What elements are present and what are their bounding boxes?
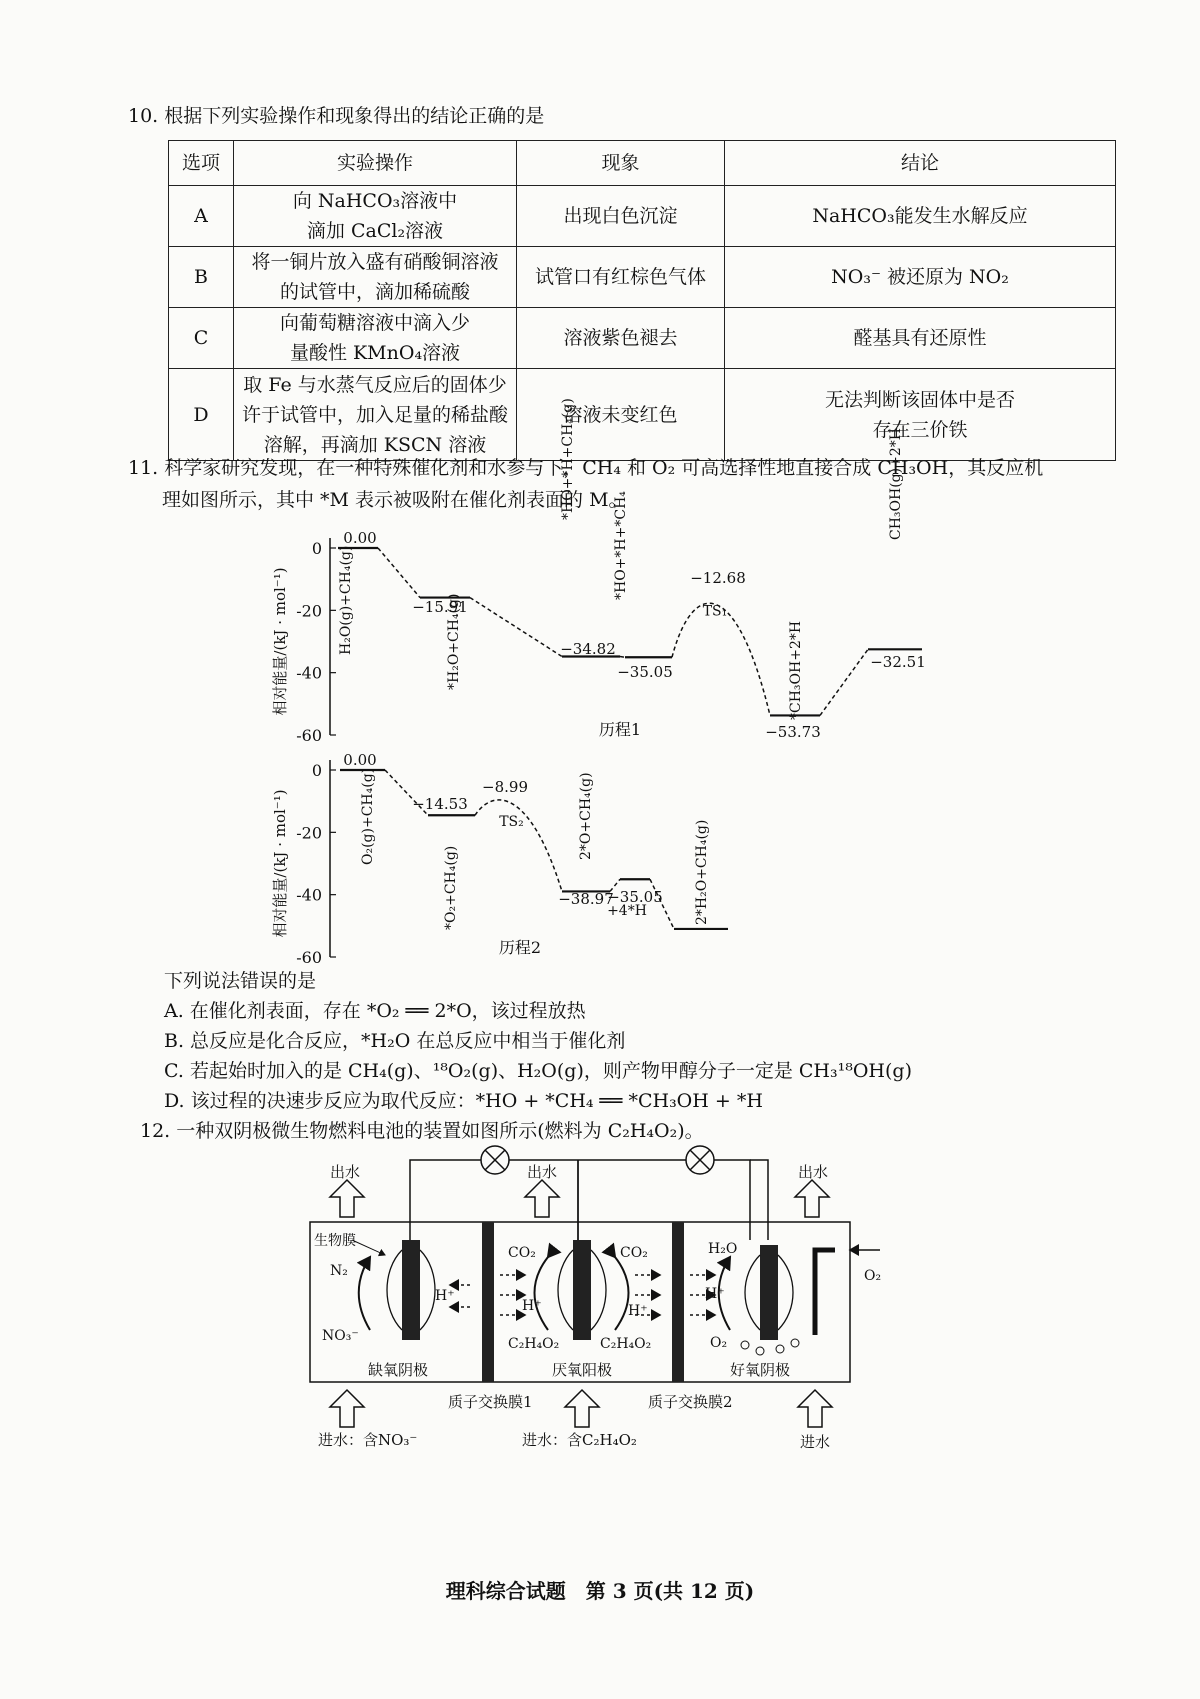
co2-label: CO₂ bbox=[508, 1245, 536, 1261]
cell-option: B bbox=[169, 247, 234, 308]
connector bbox=[820, 649, 868, 715]
connector bbox=[620, 657, 625, 658]
cell-phenomenon: 出现白色沉淀 bbox=[517, 186, 725, 247]
species-label: CH₃OH(g)+2*H bbox=[888, 428, 904, 540]
cell-operation-line: 向 NaHCO₃溶液中 bbox=[292, 190, 458, 212]
y-tick-label: 0 bbox=[311, 539, 322, 558]
y-axis-label: 相对能量/(kJ · mol⁻¹) bbox=[271, 789, 289, 938]
cell-operation-line: 将一铜片放入盛有硝酸铜溶液 bbox=[251, 251, 499, 273]
cell-option: C bbox=[169, 308, 234, 369]
y-tick-label: -20 bbox=[296, 601, 322, 621]
n2-label: N₂ bbox=[330, 1263, 348, 1279]
cell-operation-line: 滴加 CaCl₂溶液 bbox=[306, 220, 444, 242]
value-label: 0.00 bbox=[343, 751, 377, 769]
q11-option-c: C. 若起始时加入的是 CH₄(g)、¹⁸O₂(g)、H₂O(g)，则产物甲醇分子一定是 CH₃¹⁸OH(g) bbox=[164, 1060, 912, 1082]
value-label: −35.05 bbox=[617, 663, 673, 681]
cell-phenomenon: 溶液未变红色 bbox=[517, 369, 725, 461]
cell-conclusion-line: NO₃⁻ 被还原为 NO₂ bbox=[831, 266, 1009, 288]
value-label: −14.53 bbox=[412, 795, 468, 813]
cell-operation-line: 许于试管中，加入足量的稀盐酸 bbox=[241, 403, 508, 426]
header-conclusion: 结论 bbox=[725, 141, 1116, 186]
q11-stem-line1: 11. 科学家研究发现，在一种特殊催化剂和水参与下，CH₄ 和 O₂ 可高选择性地直接合成 CH₃OH，其反应机 bbox=[128, 457, 1044, 479]
species-label: +4*H bbox=[607, 903, 647, 920]
cell-option: A bbox=[169, 186, 234, 247]
co2-label: CO₂ bbox=[620, 1245, 648, 1261]
cell-operation-line: 取 Fe 与水蒸气反应后的固体少 bbox=[243, 373, 507, 396]
q11-option-a: A. 在催化剂表面，存在 *O₂ ══ 2*O，该过程放热 bbox=[164, 1000, 586, 1022]
species-label: 2*H₂O+CH₄(g) bbox=[694, 819, 710, 925]
y-tick-label: 0 bbox=[311, 761, 322, 780]
in-water-arrow-icon bbox=[330, 1390, 832, 1427]
anaerobic-anode bbox=[573, 1240, 591, 1340]
species-label: *CH₃OH+2*H bbox=[788, 620, 804, 720]
q11-stem-line2: 理如图所示，其中 *M 表示被吸附在催化剂表面的 M。 bbox=[162, 489, 628, 511]
q10-stem: 10. 根据下列实验操作和现象得出的结论正确的是 bbox=[128, 105, 545, 127]
h-ion-label: H⁺ bbox=[705, 1286, 725, 1302]
y-tick-label: -20 bbox=[296, 823, 322, 843]
fuel-label: C₂H₄O₂ bbox=[508, 1336, 560, 1352]
in-water-mid-label: 进水：含C₂H₄O₂ bbox=[522, 1431, 637, 1449]
species-label: *HO+*H+CH₄(g) bbox=[560, 398, 576, 520]
cell-conclusion-line: NaHCO₃能发生水解反应 bbox=[812, 205, 1028, 227]
fuel-cell-diagram bbox=[290, 1145, 930, 1500]
anaerobic-anode-label: 厌氧阳极 bbox=[552, 1361, 613, 1379]
cell-phenomenon: 试管口有红棕色气体 bbox=[517, 247, 725, 308]
value-label: −35.05 bbox=[607, 888, 663, 906]
value-label: −32.51 bbox=[870, 653, 926, 671]
species-label: H₂O(g)+CH₄(g) bbox=[338, 545, 354, 655]
out-water-label: 出水 bbox=[330, 1163, 361, 1181]
transition-state-curve bbox=[672, 603, 770, 715]
h2o-label: H₂O bbox=[708, 1241, 738, 1257]
membrane-1-label: 质子交换膜1 bbox=[448, 1393, 533, 1411]
no3-label: NO₃⁻ bbox=[322, 1328, 359, 1344]
cell-operation-line: 溶解，再滴加 KSCN 溶液 bbox=[263, 433, 487, 456]
o2-label: O₂ bbox=[710, 1335, 728, 1351]
species-label: *H₂O+CH₄(g) bbox=[446, 593, 462, 690]
species-label: TS₁ bbox=[702, 603, 728, 620]
y-tick-label: -40 bbox=[296, 663, 322, 683]
connector bbox=[378, 548, 420, 598]
value-label: −53.73 bbox=[765, 723, 821, 741]
aerobic-cathode bbox=[760, 1245, 778, 1340]
q11-ask: 下列说法错误的是 bbox=[164, 970, 317, 992]
species-label: 2*O+CH₄(g) bbox=[578, 772, 594, 860]
out-water-label: 出水 bbox=[527, 1163, 558, 1181]
membrane-2-label: 质子交换膜2 bbox=[648, 1393, 733, 1411]
q12-stem: 12. 一种双阴极微生物燃料电池的装置如图所示(燃料为 C₂H₄O₂)。 bbox=[140, 1120, 704, 1142]
value-label: −34.82 bbox=[560, 640, 616, 658]
y-tick-label: -40 bbox=[296, 885, 322, 905]
y-tick-label: -60 bbox=[296, 726, 322, 745]
cell-conclusion-line: 存在三价铁 bbox=[872, 418, 968, 441]
header-option: 选项 bbox=[169, 141, 234, 186]
species-label: TS₂ bbox=[499, 814, 524, 831]
h-ion-label: H⁺ bbox=[628, 1303, 648, 1319]
species-label: *O₂+CH₄(g) bbox=[443, 845, 459, 930]
proton-membrane-2 bbox=[672, 1222, 684, 1382]
h-ion-label: H⁺ bbox=[522, 1298, 542, 1314]
header-phenomenon: 现象 bbox=[517, 141, 725, 186]
in-water-left-label: 进水：含NO₃⁻ bbox=[318, 1431, 418, 1449]
connector bbox=[470, 598, 562, 657]
q11-option-b: B. 总反应是化合反应，*H₂O 在总反应中相当于催化剂 bbox=[164, 1030, 626, 1052]
out-water-label: 出水 bbox=[798, 1163, 829, 1181]
fuel-label: C₂H₄O₂ bbox=[600, 1336, 652, 1352]
in-water-right-label: 进水 bbox=[800, 1433, 831, 1451]
cell-conclusion-line: 无法判断该固体中是否 bbox=[824, 388, 1015, 411]
value-label: −38.97 bbox=[558, 890, 614, 908]
bulb-icon bbox=[481, 1146, 509, 1174]
y-axis-label: 相对能量/(kJ · mol⁻¹) bbox=[271, 567, 289, 716]
cell-phenomenon: 溶液紫色褪去 bbox=[517, 308, 725, 369]
q11-option-d: D. 该过程的决速步反应为取代反应：*HO + *CH₄ ══ *CH₃OH + *H bbox=[164, 1090, 763, 1112]
y-tick-label: -60 bbox=[296, 948, 322, 967]
value-label: 0.00 bbox=[343, 529, 377, 547]
o2-inlet-label: O₂ bbox=[864, 1268, 882, 1284]
anoxic-cathode-label: 缺氧阴极 bbox=[368, 1361, 429, 1379]
cell-operation-line: 的试管中，滴加稀硫酸 bbox=[279, 281, 470, 303]
biofilm-label: 生物膜 bbox=[314, 1233, 356, 1249]
anoxic-cathode bbox=[402, 1240, 420, 1340]
page-footer: 理科综合试题 第 3 页(共 12 页) bbox=[445, 1579, 755, 1603]
cell-operation-line: 向葡萄糖溶液中滴入少 bbox=[279, 312, 470, 334]
cell-option: D bbox=[169, 369, 234, 461]
cell-operation-line: 量酸性 KMnO₄溶液 bbox=[289, 342, 461, 364]
cell-conclusion-line: 醛基具有还原性 bbox=[853, 327, 987, 349]
chart-title: 历程2 bbox=[498, 938, 542, 957]
proton-membrane-1 bbox=[482, 1222, 494, 1382]
value-label: −15.91 bbox=[412, 598, 468, 616]
out-water-arrow-icon bbox=[330, 1180, 829, 1217]
chart-title: 历程1 bbox=[598, 720, 642, 739]
aerobic-cathode-label: 好氧阴极 bbox=[730, 1361, 791, 1379]
header-operation: 实验操作 bbox=[234, 141, 517, 186]
bulb-icon bbox=[686, 1146, 714, 1174]
value-label: −12.68 bbox=[690, 569, 746, 587]
value-label: −8.99 bbox=[482, 778, 528, 796]
species-label: *HO+*H+*CH₄ bbox=[613, 491, 629, 600]
h-ion-label: H⁺ bbox=[435, 1288, 455, 1304]
species-label: O₂(g)+CH₄(g) bbox=[360, 767, 376, 865]
